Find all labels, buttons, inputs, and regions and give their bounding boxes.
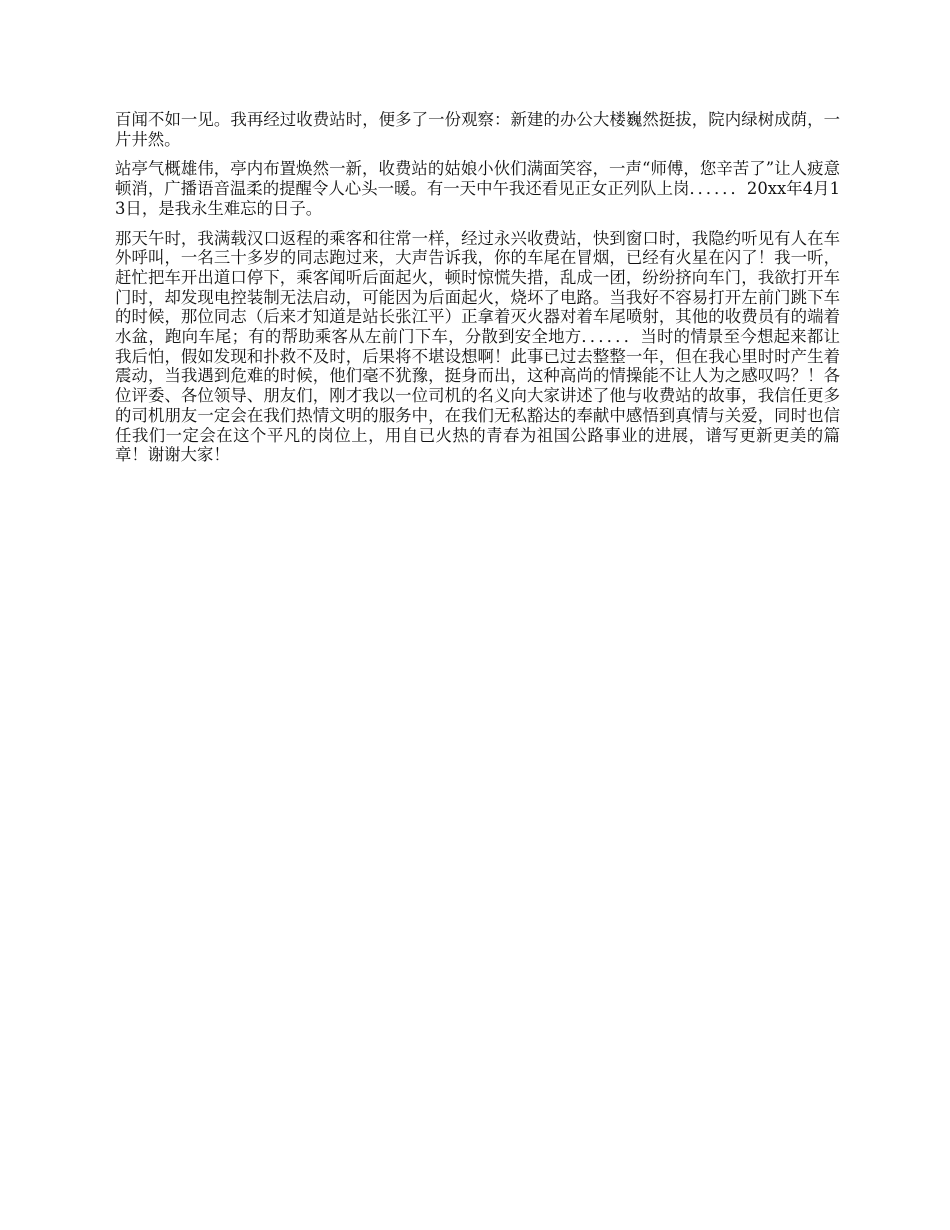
document-body [115,110,840,475]
paragraph-2: 站亭气概雄伟，亭内布置焕然一新，收费站的姑娘小伙们满面笑容，一声“师傅，您辛苦了”让人疲意顿消，广播语音温柔的提醒令人心头一暖。有一天中午我还看见正女正列队上岗．．．．．．20xx年4月13日，是我永生难忘的日子。 [115,159,840,218]
paragraph-3: 那天午时，我满载汉口返程的乘客和往常一样，经过永兴收费站，快到窗口时，我隐约听见有人在车外呼叫，一名三十多岁的同志跑过来，大声告诉我，你的车尾在冒烟，已经有火星在闪了！我一听，赶忙把车开出道口停下，乘客闻听后面起火，顿时惊慌失措，乱成一团，纷纷挤向车门，我欲打开车门时，却发现电控装制无法启动，可能因为后面起火，烧坏了电路。当我好不容易打开左前门跳下车的时候，那位同志（后来才知道是站长张江平）正拿着灭火器对着车尾喷射，其他的收费员有的端着水盆，跑向车尾；有的帮助乘客从左前门下车，分散到安全地方．．．．．．当时的情景至今想起来都让我后怕，假如发现和扑救不及时，后果将不堪设想啊！此事已过去整整一年，但在我心里时时产生着震动，当我遇到危难的时候，他们毫不犹豫，挺身而出，这种高尚的情操能不让人为之感叹吗？！各位评委、各位领导、朋友们，刚才我以一位司机的名义向大家讲述了他与收费站的故事，我信任更多的司机朋友一定会在我们热情文明的服务中，在我们无私豁达的奉献中感悟到真情与关爱，同时也信任我们一定会在这个平凡的岗位上，用自已火热的青春为祖国公路事业的进展，谱写更新更美的篇章！谢谢大家！ [115,228,840,465]
paragraph-1: 百闻不如一见。我再经过收费站时，便多了一份观察：新建的办公大楼巍然挺拔，院内绿树成荫，一片井然。 [115,110,840,149]
